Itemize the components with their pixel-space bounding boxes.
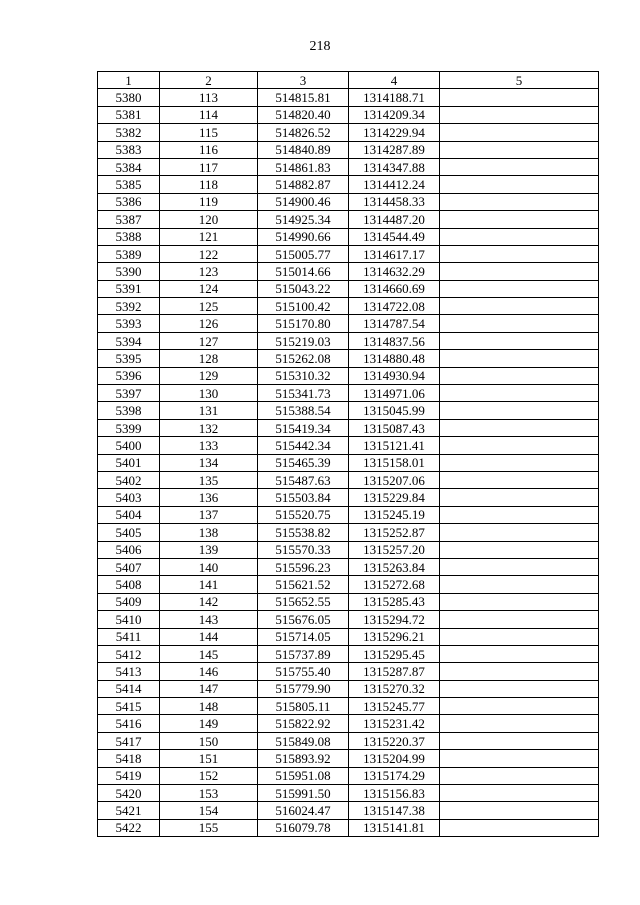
- y-coordinate-cell: 1315272.68: [349, 576, 440, 593]
- table-row: [98, 628, 599, 645]
- x-coordinate-cell: 515805.11: [258, 698, 349, 715]
- index-cell: 140: [160, 558, 258, 575]
- y-coordinate-cell: 1314487.20: [349, 211, 440, 228]
- point-number-cell: 5391: [98, 280, 160, 297]
- note-cell: [440, 124, 599, 141]
- index-cell: 151: [160, 750, 258, 767]
- index-cell: 113: [160, 89, 258, 106]
- note-cell: [440, 141, 599, 158]
- x-coordinate-cell: 515676.05: [258, 611, 349, 628]
- index-cell: 121: [160, 228, 258, 245]
- index-cell: 126: [160, 315, 258, 332]
- y-coordinate-cell: 1315141.81: [349, 819, 440, 836]
- x-coordinate-cell: 515822.92: [258, 715, 349, 732]
- x-coordinate-cell: 515621.52: [258, 576, 349, 593]
- table-row: [98, 89, 599, 106]
- note-cell: [440, 106, 599, 123]
- note-cell: [440, 593, 599, 610]
- table-row: [98, 228, 599, 245]
- index-cell: 139: [160, 541, 258, 558]
- note-cell: [440, 245, 599, 262]
- y-coordinate-cell: 1315204.99: [349, 750, 440, 767]
- note-cell: [440, 715, 599, 732]
- index-cell: 153: [160, 785, 258, 802]
- point-number-cell: 5404: [98, 506, 160, 523]
- table-header: [98, 72, 599, 89]
- y-coordinate-cell: 1315231.42: [349, 715, 440, 732]
- x-coordinate-cell: 514815.81: [258, 89, 349, 106]
- table-row: [98, 211, 599, 228]
- note-cell: [440, 454, 599, 471]
- note-cell: [440, 732, 599, 749]
- index-cell: 120: [160, 211, 258, 228]
- index-cell: 138: [160, 524, 258, 541]
- note-cell: [440, 524, 599, 541]
- note-cell: [440, 89, 599, 106]
- note-cell: [440, 211, 599, 228]
- point-number-cell: 5416: [98, 715, 160, 732]
- index-cell: 154: [160, 802, 258, 819]
- point-number-cell: 5399: [98, 419, 160, 436]
- note-cell: [440, 576, 599, 593]
- x-coordinate-cell: 515737.89: [258, 645, 349, 662]
- table-row: [98, 350, 599, 367]
- index-cell: 137: [160, 506, 258, 523]
- y-coordinate-cell: 1314617.17: [349, 245, 440, 262]
- index-cell: 149: [160, 715, 258, 732]
- index-cell: 148: [160, 698, 258, 715]
- point-number-cell: 5417: [98, 732, 160, 749]
- y-coordinate-cell: 1314458.33: [349, 193, 440, 210]
- x-coordinate-cell: 514900.46: [258, 193, 349, 210]
- index-cell: 124: [160, 280, 258, 297]
- table-row: [98, 819, 599, 836]
- table-row: [98, 785, 599, 802]
- note-cell: [440, 350, 599, 367]
- y-coordinate-cell: 1315285.43: [349, 593, 440, 610]
- y-coordinate-cell: 1315263.84: [349, 558, 440, 575]
- y-coordinate-cell: 1314412.24: [349, 176, 440, 193]
- index-cell: 122: [160, 245, 258, 262]
- note-cell: [440, 541, 599, 558]
- x-coordinate-cell: 515570.33: [258, 541, 349, 558]
- note-cell: [440, 263, 599, 280]
- table-row: [98, 158, 599, 175]
- point-number-cell: 5403: [98, 489, 160, 506]
- point-number-cell: 5393: [98, 315, 160, 332]
- note-cell: [440, 819, 599, 836]
- y-coordinate-cell: 1315245.19: [349, 506, 440, 523]
- point-number-cell: 5412: [98, 645, 160, 662]
- table-row: [98, 315, 599, 332]
- index-cell: 155: [160, 819, 258, 836]
- note-cell: [440, 193, 599, 210]
- note-cell: [440, 506, 599, 523]
- point-number-cell: 5397: [98, 385, 160, 402]
- x-coordinate-cell: 515262.08: [258, 350, 349, 367]
- y-coordinate-cell: 1315229.84: [349, 489, 440, 506]
- x-coordinate-cell: 514990.66: [258, 228, 349, 245]
- table-row: [98, 245, 599, 262]
- index-cell: 130: [160, 385, 258, 402]
- table-row: [98, 576, 599, 593]
- x-coordinate-cell: 515100.42: [258, 298, 349, 315]
- note-cell: [440, 332, 599, 349]
- y-coordinate-cell: 1315295.45: [349, 645, 440, 662]
- index-cell: 144: [160, 628, 258, 645]
- column-header: 4: [349, 72, 440, 89]
- note-cell: [440, 489, 599, 506]
- table-row: [98, 645, 599, 662]
- table-row: [98, 106, 599, 123]
- point-number-cell: 5384: [98, 158, 160, 175]
- table-row: [98, 715, 599, 732]
- y-coordinate-cell: 1315121.41: [349, 437, 440, 454]
- table-row: [98, 663, 599, 680]
- note-cell: [440, 645, 599, 662]
- column-header: 2: [160, 72, 258, 89]
- index-cell: 117: [160, 158, 258, 175]
- x-coordinate-cell: 515503.84: [258, 489, 349, 506]
- point-number-cell: 5405: [98, 524, 160, 541]
- index-cell: 143: [160, 611, 258, 628]
- note-cell: [440, 176, 599, 193]
- x-coordinate-cell: 515388.54: [258, 402, 349, 419]
- y-coordinate-cell: 1314660.69: [349, 280, 440, 297]
- x-coordinate-cell: 515442.34: [258, 437, 349, 454]
- x-coordinate-cell: 514925.34: [258, 211, 349, 228]
- x-coordinate-cell: 515779.90: [258, 680, 349, 697]
- note-cell: [440, 785, 599, 802]
- note-cell: [440, 402, 599, 419]
- point-number-cell: 5402: [98, 471, 160, 488]
- page-number: 218: [309, 39, 331, 54]
- point-number-cell: 5418: [98, 750, 160, 767]
- table-row: [98, 524, 599, 541]
- x-coordinate-cell: 515014.66: [258, 263, 349, 280]
- coordinates-table: [97, 71, 599, 837]
- index-cell: 142: [160, 593, 258, 610]
- point-number-cell: 5398: [98, 402, 160, 419]
- y-coordinate-cell: 1315156.83: [349, 785, 440, 802]
- y-coordinate-cell: 1315087.43: [349, 419, 440, 436]
- note-cell: [440, 298, 599, 315]
- y-coordinate-cell: 1314930.94: [349, 367, 440, 384]
- point-number-cell: 5388: [98, 228, 160, 245]
- table-row: [98, 141, 599, 158]
- point-number-cell: 5414: [98, 680, 160, 697]
- table-row: [98, 437, 599, 454]
- point-number-cell: 5408: [98, 576, 160, 593]
- index-cell: 132: [160, 419, 258, 436]
- index-cell: 115: [160, 124, 258, 141]
- x-coordinate-cell: 515849.08: [258, 732, 349, 749]
- index-cell: 145: [160, 645, 258, 662]
- table-row: [98, 611, 599, 628]
- note-cell: [440, 680, 599, 697]
- note-cell: [440, 367, 599, 384]
- table-row: [98, 680, 599, 697]
- y-coordinate-cell: 1314209.34: [349, 106, 440, 123]
- table-row: [98, 541, 599, 558]
- point-number-cell: 5401: [98, 454, 160, 471]
- table-row: [98, 419, 599, 436]
- note-cell: [440, 419, 599, 436]
- column-header: 5: [440, 72, 599, 89]
- table-row: [98, 750, 599, 767]
- x-coordinate-cell: 514840.89: [258, 141, 349, 158]
- x-coordinate-cell: 515755.40: [258, 663, 349, 680]
- x-coordinate-cell: 515652.55: [258, 593, 349, 610]
- table-row: [98, 454, 599, 471]
- y-coordinate-cell: 1315174.29: [349, 767, 440, 784]
- point-number-cell: 5382: [98, 124, 160, 141]
- note-cell: [440, 315, 599, 332]
- point-number-cell: 5419: [98, 767, 160, 784]
- column-header: 3: [258, 72, 349, 89]
- point-number-cell: 5422: [98, 819, 160, 836]
- table-row: [98, 767, 599, 784]
- index-cell: 134: [160, 454, 258, 471]
- note-cell: [440, 228, 599, 245]
- x-coordinate-cell: 515043.22: [258, 280, 349, 297]
- note-cell: [440, 663, 599, 680]
- y-coordinate-cell: 1314837.56: [349, 332, 440, 349]
- table-row: [98, 593, 599, 610]
- point-number-cell: 5396: [98, 367, 160, 384]
- note-cell: [440, 158, 599, 175]
- y-coordinate-cell: 1315287.87: [349, 663, 440, 680]
- x-coordinate-cell: 515951.08: [258, 767, 349, 784]
- y-coordinate-cell: 1314188.71: [349, 89, 440, 106]
- index-cell: 147: [160, 680, 258, 697]
- point-number-cell: 5385: [98, 176, 160, 193]
- y-coordinate-cell: 1314722.08: [349, 298, 440, 315]
- x-coordinate-cell: 515005.77: [258, 245, 349, 262]
- y-coordinate-cell: 1315270.32: [349, 680, 440, 697]
- point-number-cell: 5381: [98, 106, 160, 123]
- x-coordinate-cell: 515219.03: [258, 332, 349, 349]
- y-coordinate-cell: 1315220.37: [349, 732, 440, 749]
- table-row: [98, 176, 599, 193]
- note-cell: [440, 802, 599, 819]
- index-cell: 114: [160, 106, 258, 123]
- x-coordinate-cell: 514820.40: [258, 106, 349, 123]
- y-coordinate-cell: 1314787.54: [349, 315, 440, 332]
- x-coordinate-cell: 515991.50: [258, 785, 349, 802]
- x-coordinate-cell: 514882.87: [258, 176, 349, 193]
- table-row: [98, 332, 599, 349]
- y-coordinate-cell: 1315245.77: [349, 698, 440, 715]
- y-coordinate-cell: 1315158.01: [349, 454, 440, 471]
- index-cell: 146: [160, 663, 258, 680]
- y-coordinate-cell: 1314880.48: [349, 350, 440, 367]
- table-row: [98, 732, 599, 749]
- point-number-cell: 5387: [98, 211, 160, 228]
- point-number-cell: 5390: [98, 263, 160, 280]
- header-row: [98, 72, 599, 89]
- table-row: [98, 124, 599, 141]
- point-number-cell: 5389: [98, 245, 160, 262]
- point-number-cell: 5400: [98, 437, 160, 454]
- table-row: [98, 506, 599, 523]
- note-cell: [440, 385, 599, 402]
- point-number-cell: 5386: [98, 193, 160, 210]
- index-cell: 127: [160, 332, 258, 349]
- x-coordinate-cell: 515538.82: [258, 524, 349, 541]
- point-number-cell: 5409: [98, 593, 160, 610]
- index-cell: 123: [160, 263, 258, 280]
- y-coordinate-cell: 1314632.29: [349, 263, 440, 280]
- point-number-cell: 5410: [98, 611, 160, 628]
- y-coordinate-cell: 1314229.94: [349, 124, 440, 141]
- x-coordinate-cell: 515487.63: [258, 471, 349, 488]
- index-cell: 141: [160, 576, 258, 593]
- point-number-cell: 5413: [98, 663, 160, 680]
- x-coordinate-cell: 515419.34: [258, 419, 349, 436]
- table-row: [98, 280, 599, 297]
- table-row: [98, 298, 599, 315]
- x-coordinate-cell: 515170.80: [258, 315, 349, 332]
- note-cell: [440, 611, 599, 628]
- y-coordinate-cell: 1315147.38: [349, 802, 440, 819]
- x-coordinate-cell: 515893.92: [258, 750, 349, 767]
- x-coordinate-cell: 515520.75: [258, 506, 349, 523]
- x-coordinate-cell: 515596.23: [258, 558, 349, 575]
- table-body: [98, 89, 599, 837]
- note-cell: [440, 280, 599, 297]
- note-cell: [440, 698, 599, 715]
- point-number-cell: 5380: [98, 89, 160, 106]
- note-cell: [440, 750, 599, 767]
- x-coordinate-cell: 516079.78: [258, 819, 349, 836]
- index-cell: 150: [160, 732, 258, 749]
- table-row: [98, 698, 599, 715]
- point-number-cell: 5415: [98, 698, 160, 715]
- table-row: [98, 489, 599, 506]
- table-row: [98, 802, 599, 819]
- index-cell: 128: [160, 350, 258, 367]
- index-cell: 116: [160, 141, 258, 158]
- note-cell: [440, 628, 599, 645]
- column-header: 1: [98, 72, 160, 89]
- index-cell: 133: [160, 437, 258, 454]
- note-cell: [440, 437, 599, 454]
- table-row: [98, 558, 599, 575]
- index-cell: 119: [160, 193, 258, 210]
- index-cell: 129: [160, 367, 258, 384]
- y-coordinate-cell: 1315257.20: [349, 541, 440, 558]
- x-coordinate-cell: 515465.39: [258, 454, 349, 471]
- index-cell: 152: [160, 767, 258, 784]
- table-row: [98, 367, 599, 384]
- note-cell: [440, 767, 599, 784]
- x-coordinate-cell: 515714.05: [258, 628, 349, 645]
- x-coordinate-cell: 515310.32: [258, 367, 349, 384]
- point-number-cell: 5406: [98, 541, 160, 558]
- y-coordinate-cell: 1314287.89: [349, 141, 440, 158]
- x-coordinate-cell: 514826.52: [258, 124, 349, 141]
- point-number-cell: 5411: [98, 628, 160, 645]
- index-cell: 125: [160, 298, 258, 315]
- x-coordinate-cell: 516024.47: [258, 802, 349, 819]
- index-cell: 135: [160, 471, 258, 488]
- note-cell: [440, 471, 599, 488]
- y-coordinate-cell: 1314971.06: [349, 385, 440, 402]
- y-coordinate-cell: 1314544.49: [349, 228, 440, 245]
- x-coordinate-cell: 514861.83: [258, 158, 349, 175]
- point-number-cell: 5421: [98, 802, 160, 819]
- point-number-cell: 5407: [98, 558, 160, 575]
- table-row: [98, 263, 599, 280]
- note-cell: [440, 558, 599, 575]
- table-row: [98, 471, 599, 488]
- table-row: [98, 402, 599, 419]
- index-cell: 136: [160, 489, 258, 506]
- index-cell: 118: [160, 176, 258, 193]
- point-number-cell: 5383: [98, 141, 160, 158]
- y-coordinate-cell: 1315296.21: [349, 628, 440, 645]
- table-row: [98, 193, 599, 210]
- y-coordinate-cell: 1314347.88: [349, 158, 440, 175]
- index-cell: 131: [160, 402, 258, 419]
- y-coordinate-cell: 1315252.87: [349, 524, 440, 541]
- y-coordinate-cell: 1315207.06: [349, 471, 440, 488]
- table-row: [98, 385, 599, 402]
- point-number-cell: 5392: [98, 298, 160, 315]
- y-coordinate-cell: 1315045.99: [349, 402, 440, 419]
- y-coordinate-cell: 1315294.72: [349, 611, 440, 628]
- x-coordinate-cell: 515341.73: [258, 385, 349, 402]
- point-number-cell: 5420: [98, 785, 160, 802]
- point-number-cell: 5395: [98, 350, 160, 367]
- point-number-cell: 5394: [98, 332, 160, 349]
